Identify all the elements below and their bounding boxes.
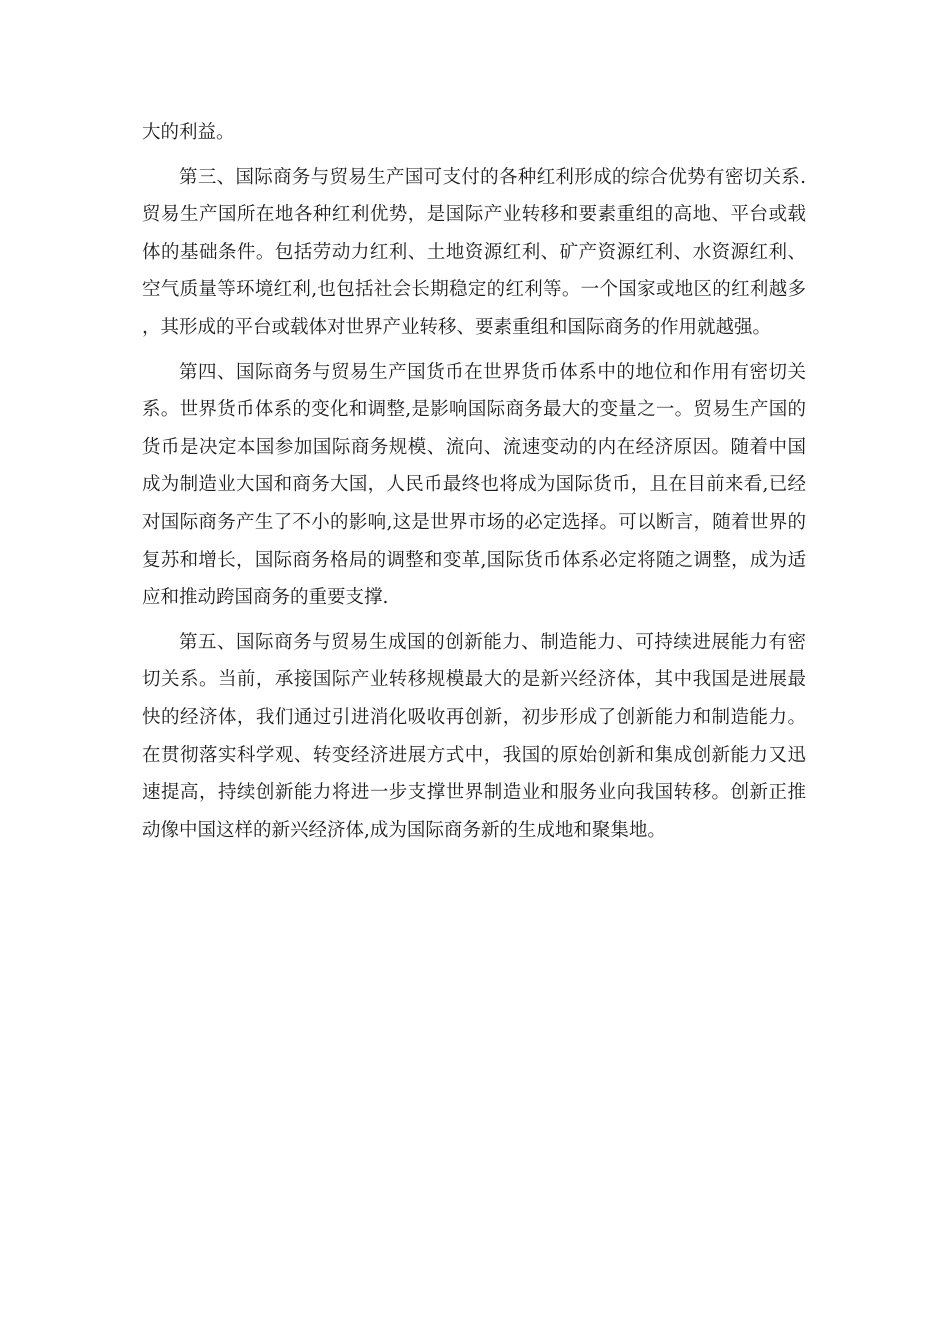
paragraph-continuation: 大的利益。 — [142, 122, 235, 143]
paragraph-fourth-point: 第四、国际商务与贸易生产国货币在世界货币体系中的地位和作用有密切关系。世界货币体系的变化和调整,是影响国际商务最大的变量之一。贸易生产国的货币是决定本国参加国际商务规模、流向、流速变动的内在经济原因。随着中国成为制造业大国和商务大国，人民币最终也将成为国际货币，且在目前来看,已经对国际商务产生了不小的影响,这是世界市场的必定选择。可以断言，随着世界的复苏和增长，国际商务格局的调整和变革,国际货币体系必定将随之调整，成为适应和推动跨国商务的重要支撑. — [142, 361, 806, 609]
document-body — [142, 114, 806, 849]
paragraph-third-point: 第三、国际商务与贸易生产国可支付的各种红利形成的综合优势有密切关系.贸易生产国所在地各种红利优势，是国际产业转移和要素重组的高地、平台或载体的基础条件。包括劳动力红利、土地资源红利、矿产资源红利、水资源红利、空气质量等环境红利,也包括社会长期稳定的红利等。一个国家或地区的红利越多，其形成的平台或载体对世界产业转移、要素重组和国际商务的作用就越强。 — [142, 166, 806, 338]
paragraph-fifth-point: 第五、国际商务与贸易生成国的创新能力、制造能力、可持续进展能力有密切关系。当前，承接国际产业转移规模最大的是新兴经济体，其中我国是进展最快的经济体，我们通过引进消化吸收再创新，初步形成了创新能力和制造能力。在贯彻落实科学观、转变经济进展方式中，我国的原始创新和集成创新能力又迅速提高，持续创新能力将进一步支撑世界制造业和服务业向我国转移。创新正推动像中国这样的新兴经济体,成为国际商务新的生成地和聚集地。 — [142, 631, 806, 841]
